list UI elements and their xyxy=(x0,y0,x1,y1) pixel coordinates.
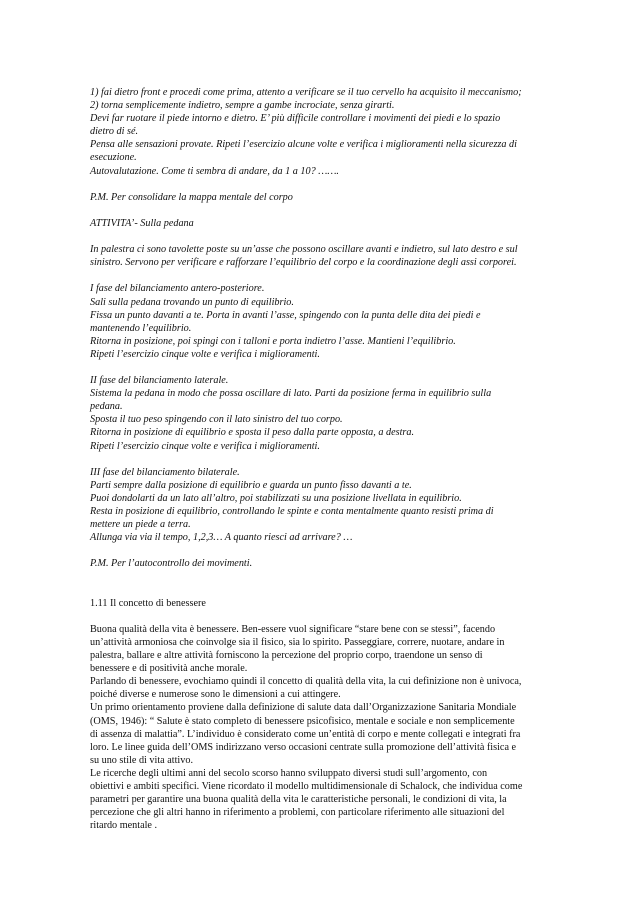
text-line: Un primo orientamento proviene dalla definizione di salute data dall’Organizzazione Sanitaria Mondiale xyxy=(90,702,517,714)
text-line: Sposta il tuo peso spingendo con il lato sinistro del tuo corpo. xyxy=(90,414,343,426)
text-line: Devi far ruotare il piede intorno e dietro. E’ più difficile controllare i movimenti dei piedi e lo spazio xyxy=(90,113,501,125)
text-line: 2) torna semplicemente indietro, sempre a gambe incrociate, senza girarti. xyxy=(90,100,395,112)
phase-title: II fase del bilanciamento laterale. xyxy=(90,375,229,387)
phase-1-block xyxy=(90,282,560,361)
text-line: dietro di sé. xyxy=(90,126,139,138)
text-line: su uno stile di vita attivo. xyxy=(90,754,193,766)
text-line: ritardo mentale . xyxy=(90,820,158,832)
text-line: Autovalutazione. Come ti sembra di andare, da 1 a 10? ……. xyxy=(90,165,339,177)
text-line: esecuzione. xyxy=(90,152,137,164)
text-line: obiettivi e ambiti specifici. Viene ricordato il modello multidimensionale di Schalock, che individua come xyxy=(90,780,523,792)
text-line: Parti sempre dalla posizione di equilibrio e guarda un punto fisso davanti a te. xyxy=(90,479,412,491)
activity-title: ATTIVITA’- Sulla pedana xyxy=(90,217,194,229)
text-line: loro. Le linee guida dell’OMS indirizzano verso occasioni centrate sulla promozione dell’attività fisica e xyxy=(90,741,517,753)
text-line: Le ricerche degli ultimi anni del secolo scorso hanno sviluppato diversi studi sull’argomento, con xyxy=(90,767,488,779)
document-page xyxy=(90,86,560,832)
section-heading: 1.11 Il concetto di benessere xyxy=(90,597,206,609)
text-line: Resta in posizione di equilibrio, controllando le spinte e conta mentalmente quanto resisti prima di xyxy=(90,506,494,517)
text-line: mantenendo l’equilibrio. xyxy=(90,322,192,334)
text-line: Pensa alle sensazioni provate. Ripeti l’esercizio alcune volte e verifica i miglioramenti nella sicurezza di xyxy=(90,139,517,151)
text-line: In palestra ci sono tavolette poste su un’asse che possono oscillare avanti e indietro, sul lato destro e sul xyxy=(90,244,518,256)
text-line: Puoi dondolarti da un lato all’altro, poi stabilizzati su una posizione livellata in equilibrio. xyxy=(90,492,462,504)
phase-title: I fase del bilanciamento antero-posteriore. xyxy=(90,283,265,295)
text-line: 1) fai dietro front e procedi come prima, attento a verificare se il tuo cervello ha acquisito il meccanismo; xyxy=(90,87,522,98)
text-line: percezione che gli altri hanno in riferimento a problemi, con particolare riferimento alle situazioni del xyxy=(90,807,505,819)
text-line: Allunga via via il tempo, 1,2,3… A quanto riesci ad arrivare? … xyxy=(90,532,353,544)
text-line: poiché diverse e numerose sono le dimensioni a cui attingere. xyxy=(90,689,341,701)
pm-note: P.M. Per l’autocontrollo dei movimenti. xyxy=(90,558,253,570)
text-line: mettere un piede a terra. xyxy=(90,519,191,531)
text-line: parametri per garantire una buona qualità della vita le caratteristiche personali, le condizioni di vita, la xyxy=(90,794,507,806)
text-line: Sali sulla pedana trovando un punto di equilibrio. xyxy=(90,296,294,308)
text-line: Buona qualità della vita è benessere. Ben-essere vuol significare “stare bene con se stessi”, facendo xyxy=(90,623,496,635)
text-line: (OMS, 1946): “ Salute è stato completo di benessere psicofisico, mentale e sociale e non semplicemente xyxy=(90,715,515,727)
text-line: pedana. xyxy=(90,401,123,413)
text-line: Ripeti l’esercizio cinque volte e verifica i miglioramenti. xyxy=(90,348,320,360)
text-line: un’attività armoniosa che coinvolge sia il fisico, sia lo spirito. Passeggiare, correre, nuotare, andare in xyxy=(90,636,505,648)
phase-2-block xyxy=(90,374,560,453)
text-line: Parlando di benessere, evochiamo quindi il concetto di qualità della vita, la cui definizione non è univoca, xyxy=(90,676,522,688)
text-line: sinistro. Servono per verificare e rafforzare l’equilibrio del corpo e la coordinazione degli assi corporei. xyxy=(90,257,517,269)
phase-3-block xyxy=(90,466,560,545)
text-line: Fissa un punto davanti a te. Porta in avanti l’asse, spingendo con la punta delle dita dei piedi e xyxy=(90,309,481,321)
text-line: Sistema la pedana in modo che possa oscillare di lato. Parti da posizione ferma in equilibrio sulla xyxy=(90,388,492,400)
body-paragraphs xyxy=(90,623,560,833)
text-line: Ripeti l’esercizio cinque volte e verifica i miglioramenti. xyxy=(90,440,320,452)
text-line: palestra, ballare e altre attività forniscono la percezione del proprio corpo, traendone un senso di xyxy=(90,650,483,662)
text-line: benessere e di positività anche morale. xyxy=(90,663,248,675)
text-line: Ritorna in posizione di equilibrio e sposta il peso dalla parte opposta, a destra. xyxy=(90,427,415,439)
text-line: Ritorna in posizione, poi spingi con i talloni e porta indietro l’asse. Mantieni l’equilibrio. xyxy=(90,335,456,347)
text-line: di assenza di malattia”. L’individuo è considerato come un’entità di corpo e mente collegati e integrati fra xyxy=(90,728,521,740)
pm-note: P.M. Per consolidare la mappa mentale del corpo xyxy=(90,191,293,203)
activity-intro xyxy=(90,243,560,269)
exercise-instructions xyxy=(90,86,560,178)
phase-title: III fase del bilanciamento bilaterale. xyxy=(90,466,240,478)
